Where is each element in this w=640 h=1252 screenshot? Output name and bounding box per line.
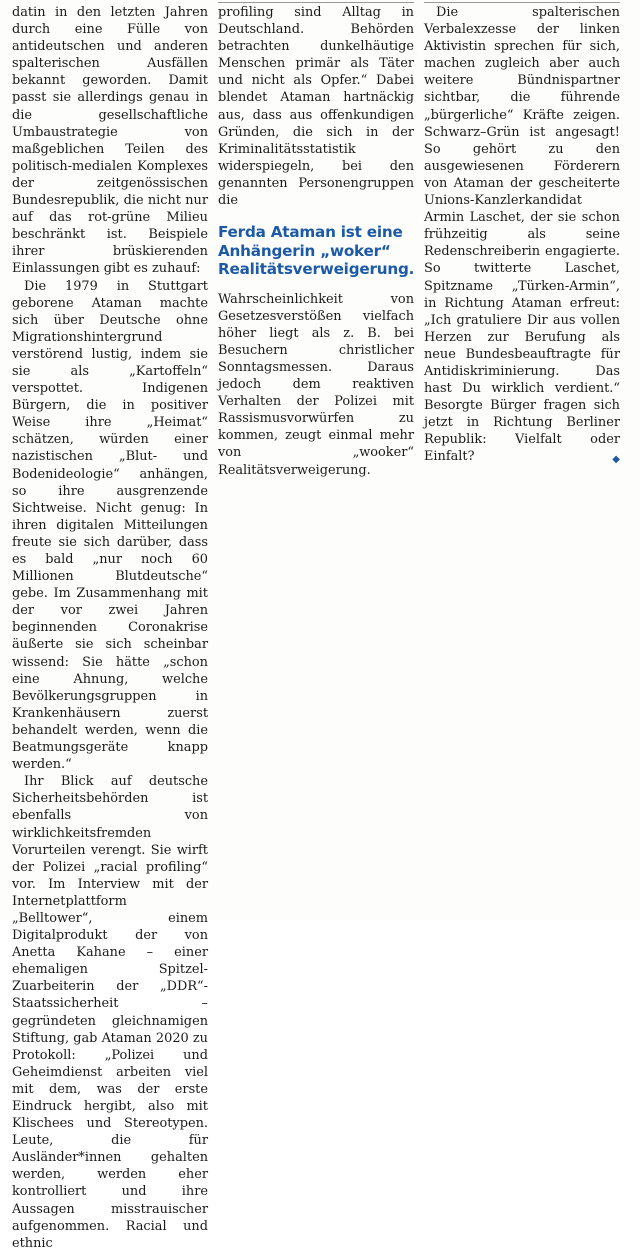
paragraph: Wahrscheinlichkeit von Gesetzesverstößen vielfach höher liegt als z. B. bei Besuchern christlicher Sonntagsmessen. Daraus jedoch dem reaktiven Verhalten der Polizei mit Rassismusvorwürfen zu kommen, zeugt einmal mehr von „wooker“ Realitätsverweigerung. <box>218 291 414 478</box>
paragraph <box>424 4 620 466</box>
paragraph: Die 1979 in Stuttgart geborene Ataman machte sich über Deutsche ohne Migrationshintergrund verstörend lustig, indem sie sie als „Kartoffeln“ verspottet. Indigenen Bürgern, die in positiver Weise ihre „Heimat“ schätzen, würden einer nazistischen „Blut- und Bodenideologie“ anhängen, so ihre ausgrenzende Sichtweise. Nicht genug: In ihren digitalen Mitteilungen freute sie sich darüber, dass es bald „nur noch 60 Millionen Blutdeutsche“ gebe. Im Zusammenhang mit der vor zwei Jahren beginnenden Coronakrise äußerte sie sich scheinbar wissend: Sie hätte „schon eine Ahnung, welche Bevölkerungsgruppen in Krankenhäusern zuerst behandelt werden, wenn die Beatmungsgeräte knapp werden.“ <box>12 278 208 773</box>
end-of-article-icon: ◆ <box>612 454 620 466</box>
paragraph: Ihr Blick auf deutsche Sicherheitsbehörden ist ebenfalls von wirklichkeitsfremden Vorurteilen verengt. Sie wirft der Polizei „racial profiling“ vor. Im Interview mit der Internetplattform „Belltower“, einem Digitalprodukt der von Anetta Kahane – einer ehemaligen Spitzel-Zuarbeiterin der „DDR“-Staatssicherheit – gegründeten gleichnamigen Stiftung, gab Ataman 2020 zu Protokoll: „Polizei und Geheimdienst arbeiten viel mit dem, was der erste Eindruck hergibt, also mit Klischees und Stereotypen. Leute, die für Ausländer*innen gehalten werden, werden eher kontrolliert und ihre Aussagen misstrauischer aufgenommen. Racial und ethnic <box>12 774 208 1251</box>
article-column-1 <box>12 4 208 1252</box>
paragraph: datin in den letzten Jahren durch eine Fülle von antideutschen und anderen spalterischen Ausfällen bekannt geworden. Damit passt sie allerdings genau in die gesellschaftliche Umbaustrategie von maßgeblichen Teilen des politisch-medialen Komplexes der zeitgenössischen Bundesrepublik, die nicht nur auf das rot-grüne Milieu beschränkt ist. Beispiele ihrer brüskierenden Einlassungen gibt es zuhauf: <box>12 5 208 277</box>
paragraph: profiling sind Alltag in Deutschland. Behörden betrachten dunkelhäutige Menschen primär als Täter und nicht als Opfer.“ Dabei blendet Ataman hartnäckig aus, dass aus offenkundigen Gründen, die sich in der Kriminalitätsstatistik widerspiegeln, bei den genannten Personengruppen die <box>218 5 414 209</box>
paragraph-text: Die spalterischen Verbalexzesse der linken Aktivistin sprechen für sich, machen zugleich aber auch weitere Bündnispartner sichtbar, die führende „bürgerliche“ Kräfte zeigen. Schwarz–Grün ist angesagt! So gehört zu den ausgewiesenen Förderern von Ataman der gescheiterte Unions-Kanzlerkandidat Armin Laschet, der sie schon frühzeitig als seine Redenschreiberin engagierte. So twitterte Laschet, Spitzname „Türken-Armin“, in Richtung Ataman erfreut: „Ich gratuliere Dir aus vollen Herzen zur Berufung als neue Bundesbeauftragte für Antidiskriminierung. Das hast Du wirklich verdient.“ Besorgte Bürger fragen sich jetzt in Richtung Berliner Republik: Vielfalt oder Einfalt? <box>424 5 620 465</box>
column-rule <box>424 2 620 3</box>
article-column-3 <box>424 4 620 469</box>
column-rule <box>218 2 414 3</box>
article-column-2 <box>218 4 414 479</box>
subheading: Ferda Ataman ist eine Anhängerin „woker“ Realitätsverweigerung. <box>218 223 415 279</box>
